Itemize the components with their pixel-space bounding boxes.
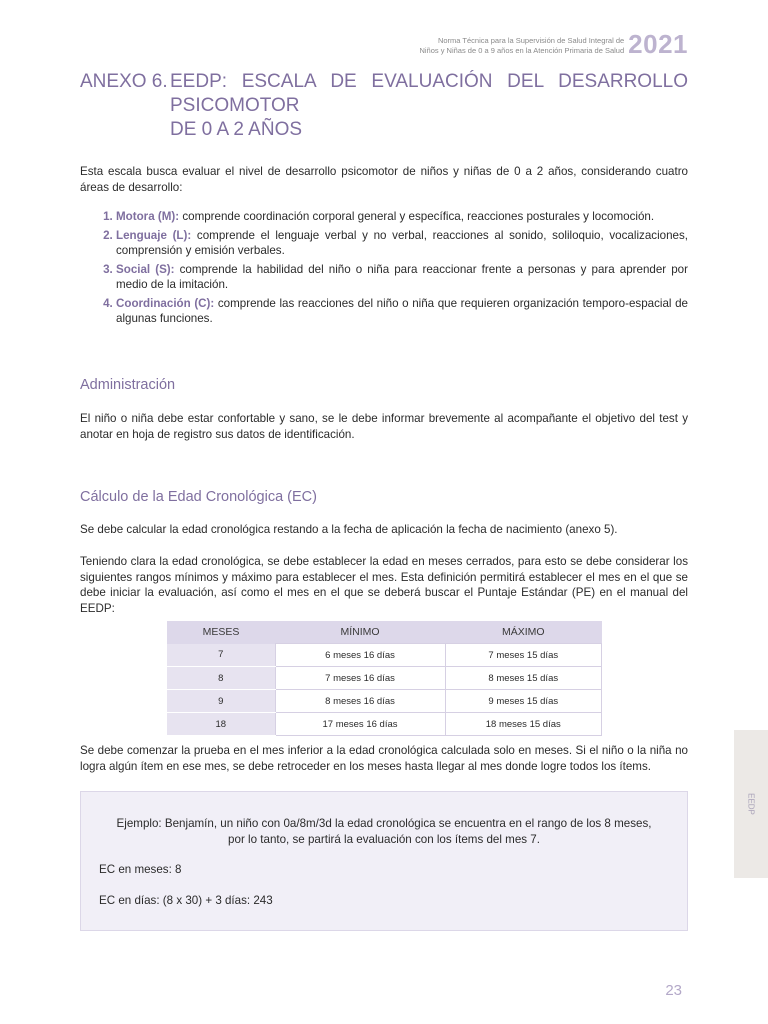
example-text-line-2: por lo tanto, se partirá la evaluación con los ítems del mes 7. xyxy=(228,833,540,846)
annex-title-line-2: DE 0 A 2 AÑOS xyxy=(170,119,303,140)
annex-title-line-1: EEDP: ESCALA DE EVALUACIÓN DEL DESARROLLO PSICOMOTOR xyxy=(170,71,688,116)
running-header xyxy=(419,29,688,59)
header-text xyxy=(419,36,624,56)
section-heading-calculo: Cálculo de la Edad Cronológica (EC) xyxy=(80,489,317,505)
area-description: comprende la habilidad del niño o niña para reaccionar frente a personas y para aprender por medio de la imitación. xyxy=(116,262,688,291)
example-box xyxy=(80,791,688,931)
cell-meses: 7 xyxy=(167,644,275,667)
list-item-motora xyxy=(116,209,688,225)
table-row xyxy=(167,690,602,713)
cell-meses: 9 xyxy=(167,690,275,713)
cell-maximo: 7 meses 15 días xyxy=(445,644,602,667)
column-header-meses: MESES xyxy=(167,621,275,644)
annex-number: ANEXO 6. xyxy=(80,71,168,92)
list-item-coordinacion xyxy=(116,296,688,327)
cell-minimo: 17 meses 16 días xyxy=(275,713,445,736)
header-line-1: Norma Técnica para la Supervisión de Salud Integral de xyxy=(437,36,625,45)
area-description: comprende coordinación corporal general y específica, reacciones posturales y locomoción. xyxy=(179,210,655,223)
column-header-minimo: MÍNIMO xyxy=(275,621,445,644)
column-header-maximo: MÁXIMO xyxy=(445,621,602,644)
annex-title xyxy=(80,70,688,142)
cell-meses: 18 xyxy=(167,713,275,736)
list-item-social xyxy=(116,262,688,293)
cell-maximo: 9 meses 15 días xyxy=(445,690,602,713)
section-side-tab xyxy=(734,730,768,878)
administracion-paragraph: El niño o niña debe estar confortable y sano, se le debe informar brevemente al acompañante el objetivo del test y anotar en hoja de registro sus datos de identificación. xyxy=(80,412,688,441)
list-item-lenguaje xyxy=(116,228,688,259)
cell-minimo: 8 meses 16 días xyxy=(275,690,445,713)
example-text xyxy=(81,816,687,848)
side-tab-label: EEDP xyxy=(746,793,756,815)
header-year: 2021 xyxy=(628,29,688,59)
table-row xyxy=(167,644,602,667)
cell-meses: 8 xyxy=(167,667,275,690)
section-heading-administracion: Administración xyxy=(80,377,176,393)
area-description: comprende el lenguaje verbal y no verbal, reacciones al sonido, soliloquio, vocalizaciones, comprensión y emisión verbales. xyxy=(116,228,689,257)
age-range-table xyxy=(167,621,602,736)
area-term: Coordinación (C): xyxy=(116,296,215,310)
calculo-paragraph-2: Teniendo clara la edad cronológica, se debe establecer la edad en meses cerrados, para esto se debe considerar los siguientes rangos mínimos y máximo para establecer el mes. Esta definición permitirá establecer el mes en el que se debe iniciar la evaluación, así como el mes en el que se deberá buscar el Puntaje Estándar (PE) en el manual del EEDP: xyxy=(80,555,688,615)
area-term: Social (S): xyxy=(116,262,175,276)
area-term: Motora (M): xyxy=(116,210,180,223)
example-ec-meses: EC en meses: 8 xyxy=(99,863,182,876)
calculo-paragraph-3: Se debe comenzar la prueba en el mes inferior a la edad cronológica calculada solo en meses. Si el niño o la niña no logra algún ítem en ese mes, se debe retroceder en los meses hasta llegar al mes donde logre todos los ítems. xyxy=(80,744,688,773)
table-header-row xyxy=(167,621,602,644)
cell-maximo: 8 meses 15 días xyxy=(445,667,602,690)
area-description: comprende las reacciones del niño o niña que requieren organización temporo-espacial de algunas funciones. xyxy=(116,296,689,325)
intro-paragraph: Esta escala busca evaluar el nivel de desarrollo psicomotor de niños y niñas de 0 a 2 años, considerando cuatro áreas de desarrollo: xyxy=(80,165,688,194)
header-line-2: Niños y Niñas de 0 a 9 años en la Atención Primaria de Salud xyxy=(419,46,625,55)
table-row xyxy=(167,667,602,690)
example-ec-dias: EC en días: (8 x 30) + 3 días: 243 xyxy=(99,894,273,907)
cell-maximo: 18 meses 15 días xyxy=(445,713,602,736)
example-text-line-1: Ejemplo: Benjamín, un niño con 0a/8m/3d la edad cronológica se encuentra en el rango de los 8 meses, xyxy=(116,817,652,830)
calculo-paragraph-1: Se debe calcular la edad cronológica restando a la fecha de aplicación la fecha de nacimiento (anexo 5). xyxy=(80,523,618,536)
cell-minimo: 7 meses 16 días xyxy=(275,667,445,690)
cell-minimo: 6 meses 16 días xyxy=(275,644,445,667)
table-row xyxy=(167,713,602,736)
development-areas-list xyxy=(80,209,688,330)
page-number: 23 xyxy=(665,982,682,999)
area-term: Lenguaje (L): xyxy=(116,228,192,242)
